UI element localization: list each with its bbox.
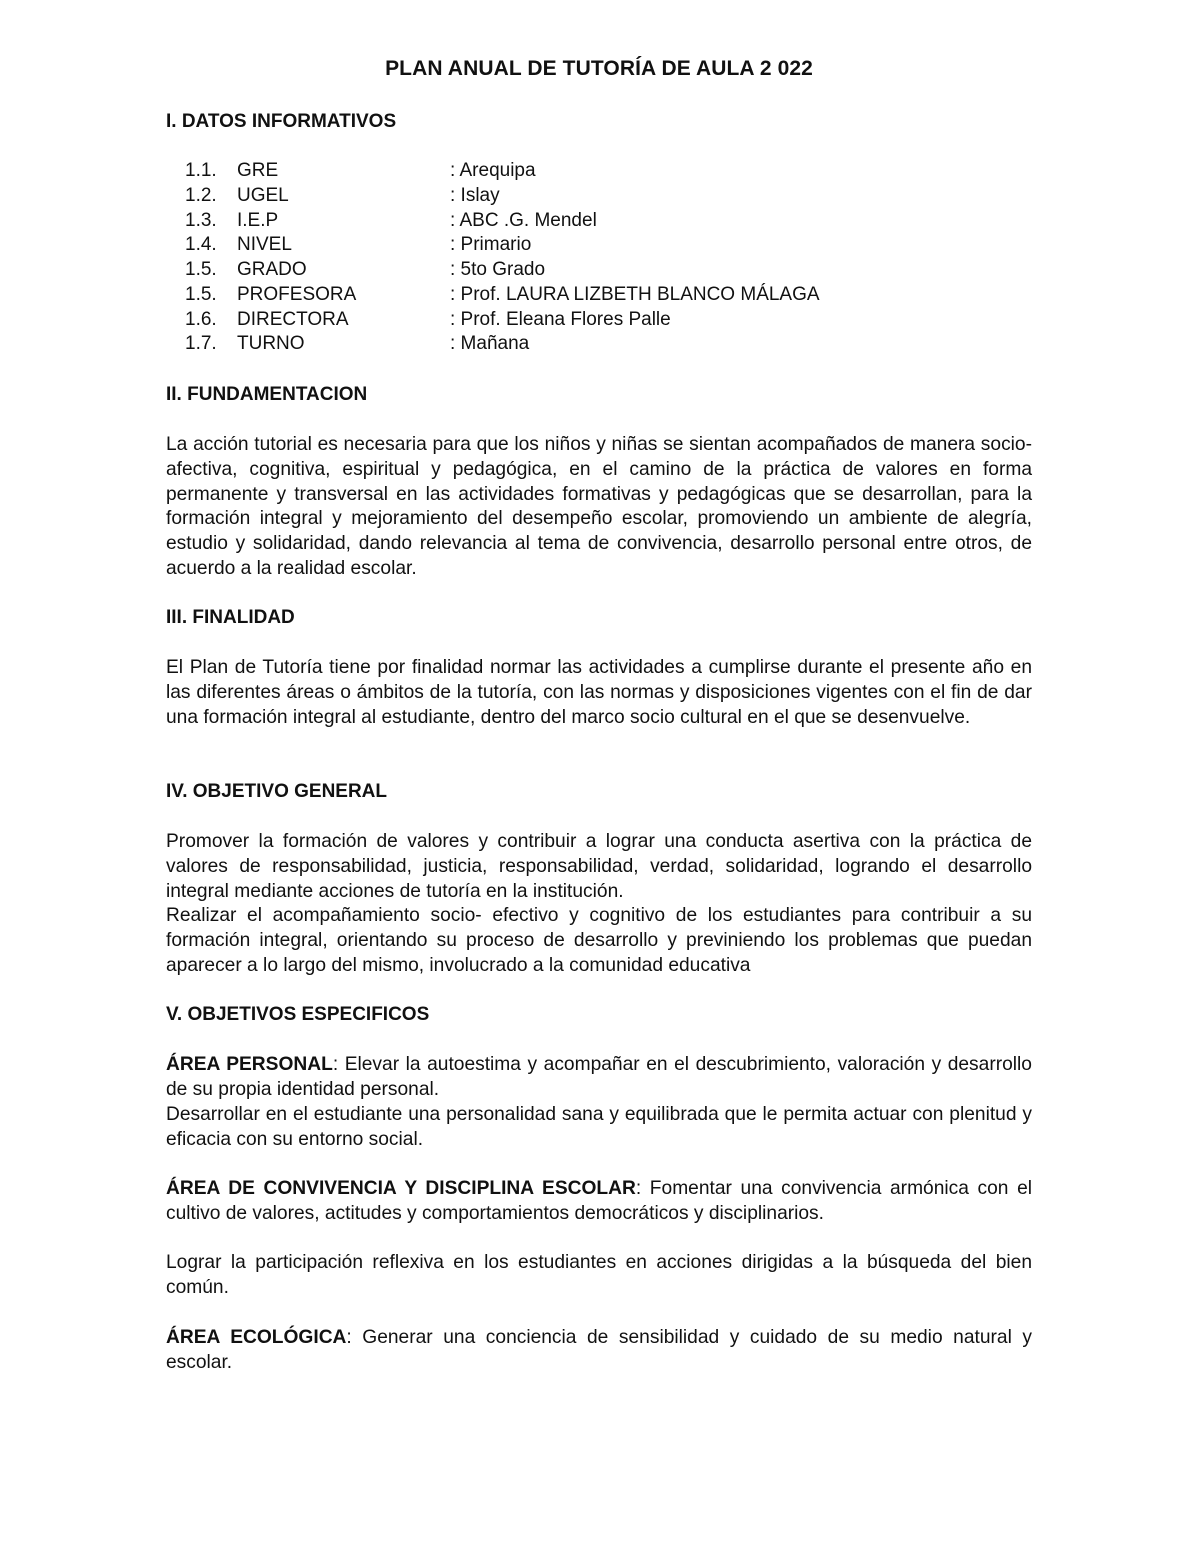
info-label: NIVEL [237,234,292,255]
info-number: 1.3. [185,210,217,231]
info-number: 1.1. [185,160,217,181]
section-heading-datos: I. DATOS INFORMATIVOS [166,111,397,132]
area-ecologica-label: ÁREA ECOLÓGICA [166,1327,347,1348]
section-heading-objetivo-general: IV. OBJETIVO GENERAL [166,781,388,802]
info-label: GRADO [237,259,307,280]
info-number: 1.5. [185,284,217,305]
area-convivencia-paragraph [166,1177,1032,1227]
info-value: : Primario [450,234,532,255]
objetivo-general-paragraph-2: Realizar el acompañamiento socio- efectivo y cognitivo de los estudiantes para contribuir a su formación integral, orientando su proceso de desarrollo y previniendo los problemas que puedan aparecer a lo largo del mismo, involucrado a la comunidad educativa [166,905,1032,976]
section-heading-fundamentacion: II. FUNDAMENTACION [166,384,368,405]
info-number: 1.6. [185,309,217,330]
area-personal-text: : Elevar la autoestima y acompañar en el descubrimiento, valoración y desarrollo de su propia identidad personal. [166,1054,1032,1100]
info-value: : ABC .G. Mendel [450,210,597,231]
area-personal-label: ÁREA PERSONAL [166,1054,333,1075]
area-ecologica-paragraph [166,1326,1032,1376]
area-convivencia-paragraph-2: Lograr la participación reflexiva en los estudiantes en acciones dirigidas a la búsqueda del bien común. [166,1252,1032,1298]
area-convivencia-text: : Fomentar una convivencia armónica con el cultivo de valores, actitudes y comportamientos democráticos y disciplinarios. [166,1178,1033,1224]
area-personal-paragraph [166,1053,1032,1103]
section-heading-finalidad: III. FINALIDAD [166,607,295,628]
info-label: UGEL [237,185,289,206]
info-value: : Prof. Eleana Flores Palle [450,309,671,330]
finalidad-paragraph: El Plan de Tutoría tiene por finalidad normar las actividades a cumplirse durante el presente año en las diferentes áreas o ámbitos de la tutoría, con las normas y disposiciones vigentes con el fin de dar una formación integral al estudiante, dentro del marco socio cultural en el que se desenvuelve. [166,657,1032,728]
info-value: : Mañana [450,333,530,354]
info-label: TURNO [237,333,305,354]
info-value: : Arequipa [450,160,536,181]
info-label: GRE [237,160,279,181]
info-label: DIRECTORA [237,309,349,330]
area-personal-paragraph-2: Desarrollar en el estudiante una personalidad sana y equilibrada que le permita actuar con plenitud y eficacia con su entorno social. [166,1104,1032,1150]
info-number: 1.4. [185,234,217,255]
area-ecologica-text: : Generar una conciencia de sensibilidad y cuidado de su medio natural y escolar. [166,1327,1032,1373]
document-title: PLAN ANUAL DE TUTORÍA DE AULA 2 022 [385,57,813,80]
info-value: : Islay [450,185,500,206]
info-number: 1.5. [185,259,217,280]
info-label: PROFESORA [237,284,357,305]
fundamentacion-paragraph: La acción tutorial es necesaria para que los niños y niñas se sientan acompañados de manera socio- afectiva, cognitiva, espiritual y pedagógica, en el camino de la práctica de valores en forma permanente y transversal en las actividades formativas y pedagógicas que se desarrollan, para la formación integral y mejoramiento del desempeño escolar, promoviendo un ambiente de alegría, estudio y solidaridad, dando relevancia al tema de convivencia, desarrollo personal entre otros, de acuerdo a la realidad escolar. [166,434,1032,579]
info-label: I.E.P [237,210,279,231]
info-number: 1.2. [185,185,217,206]
info-number: 1.7. [185,333,217,354]
section-heading-objetivos-especificos: V. OBJETIVOS ESPECIFICOS [166,1004,430,1025]
objetivo-general-paragraph-1: Promover la formación de valores y contribuir a lograr una conducta asertiva con la práctica de valores de responsabilidad, justicia, responsabilidad, verdad, solidaridad, logrando el desarrollo integral mediante acciones de tutoría en la institución. [166,831,1032,902]
info-value: : Prof. LAURA LIZBETH BLANCO MÁLAGA [450,284,820,305]
area-convivencia-label: ÁREA DE CONVIVENCIA Y DISCIPLINA ESCOLAR [166,1178,636,1199]
info-value: : 5to Grado [450,259,546,280]
